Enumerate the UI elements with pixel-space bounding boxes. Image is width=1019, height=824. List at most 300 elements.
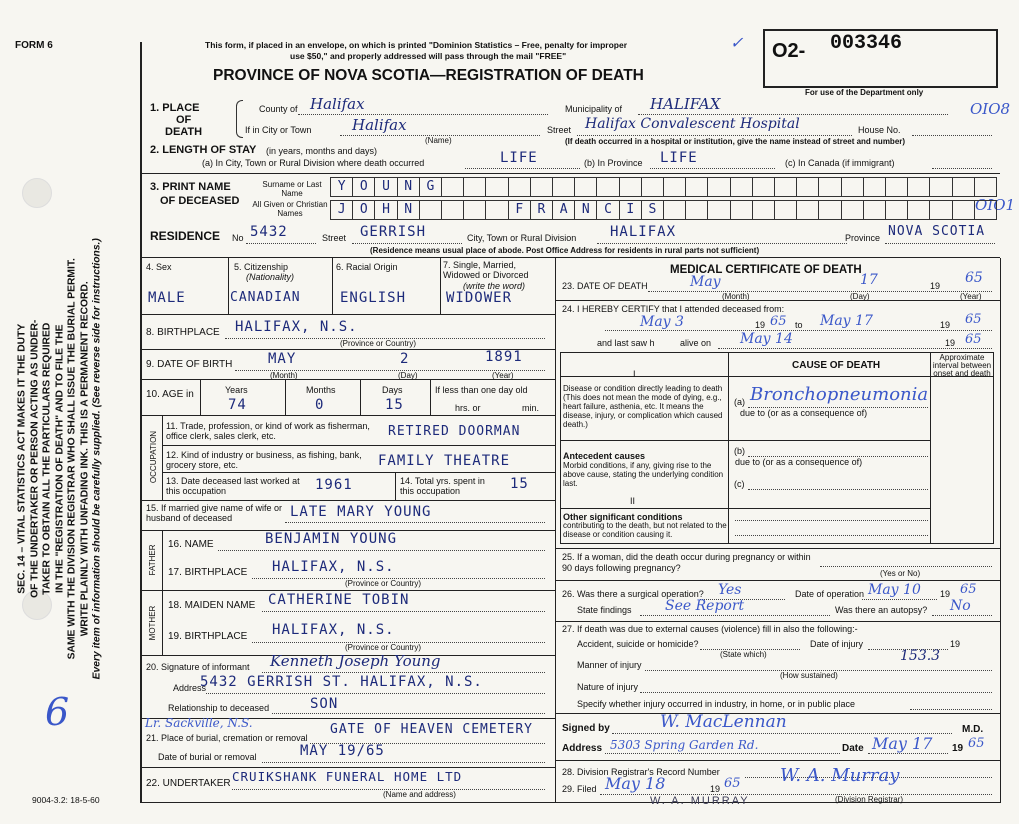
mother-maiden-line (262, 611, 545, 612)
blue-tick: ✓ (730, 33, 744, 52)
name-letter-box[interactable] (797, 178, 819, 196)
last-saw-year[interactable]: 65 (965, 332, 982, 347)
city-label: If in City or Town (245, 125, 312, 135)
injury-date-label: Date of injury (810, 639, 864, 649)
dob-day[interactable]: 2 (400, 351, 410, 367)
dob-month[interactable]: MAY (268, 351, 297, 367)
name-letter-box[interactable]: N (398, 178, 420, 196)
marital-value[interactable]: WIDOWER (446, 290, 513, 306)
rule-26 (555, 580, 1000, 581)
v-occ (162, 415, 163, 500)
stay-a-label: (a) In City, Town or Rural Division where death occurred (202, 158, 425, 168)
name-letter-box[interactable] (553, 178, 575, 196)
street-label: Street (547, 125, 572, 135)
informant-line (262, 672, 545, 673)
filed-label: 29. Filed (562, 784, 597, 794)
name-letter-box[interactable]: J (331, 201, 353, 219)
v-cause1 (728, 352, 729, 543)
v-mother (162, 590, 163, 655)
name-letter-box[interactable] (775, 201, 797, 219)
v-father (162, 530, 163, 590)
name-letter-box[interactable] (975, 178, 996, 196)
res-no-value[interactable]: 5432 (250, 224, 288, 240)
op-year[interactable]: 65 (960, 582, 977, 597)
burial-label: 21. Place of burial, cremation or removal (146, 733, 308, 743)
father-birth-value[interactable]: HALIFAX, N.S. (272, 559, 395, 575)
father-vertical: FATHER (148, 544, 157, 576)
burial-date-value[interactable]: MAY 19/65 (300, 743, 385, 759)
dob-day-caption: (Day) (398, 371, 418, 380)
stay-c-label: (c) In Canada (if immigrant) (785, 158, 895, 168)
res-city-label: City, Town or Rural Division (467, 233, 577, 243)
rule-cause-1 (560, 440, 930, 441)
place-brace (236, 100, 243, 138)
res-province-line (885, 243, 995, 244)
name-letter-box[interactable]: Y (331, 178, 353, 196)
side-line-7a: Every item of information should be carefully supplied. (91, 410, 103, 680)
surname-label: Surname or Last Name (262, 180, 322, 198)
roman-2: II (630, 496, 636, 506)
dod-year[interactable]: 65 (965, 270, 983, 286)
name-letter-box[interactable] (775, 178, 797, 196)
side-line-1: SEC. 14 – VITAL STATISTICS ACT MAKES IT THE DUTY (16, 323, 28, 594)
signed-value[interactable]: W. MacLennan (660, 712, 787, 732)
county-line (298, 114, 548, 115)
cause-c-label: (c) (734, 479, 745, 489)
place-label-1: 1. PLACE (150, 102, 200, 114)
last-worked-value[interactable]: 1961 (315, 477, 353, 493)
res-city-value[interactable]: HALIFAX (610, 224, 677, 240)
stay-b-line (650, 168, 775, 169)
other-line-1 (735, 520, 928, 521)
op-date-value[interactable]: May 10 (868, 582, 921, 598)
autopsy-label: Was there an autopsy? (835, 605, 928, 615)
age-days-value[interactable]: 15 (385, 397, 404, 413)
name-letter-box[interactable] (908, 178, 930, 196)
envelope-note-2: use $50," and properly addressed will pass through the mail "FREE" (290, 51, 567, 61)
father-name-line (218, 550, 545, 551)
medical-title: MEDICAL CERTIFICATE OF DEATH (670, 264, 862, 276)
name-letter-box[interactable]: O (353, 201, 375, 219)
md-address-label: Address (562, 743, 603, 754)
autopsy-line (932, 615, 992, 616)
industry-value[interactable]: FAMILY THEATRE (378, 453, 511, 469)
name-letter-box[interactable] (819, 201, 841, 219)
nature-line (640, 692, 992, 693)
attended-from[interactable]: May 3 (640, 314, 684, 330)
other-line-2 (735, 535, 928, 536)
name-letter-box[interactable]: S (642, 201, 664, 219)
county-value[interactable]: Halifax (310, 95, 365, 113)
burial-value[interactable]: GATE OF HEAVEN CEMETERY (330, 722, 534, 737)
name-letter-box[interactable] (486, 178, 508, 196)
mother-birth-value[interactable]: HALIFAX, N.S. (272, 622, 395, 638)
rule-12 (162, 472, 555, 473)
v-age3 (360, 380, 361, 415)
street-line (577, 135, 852, 136)
stay-b-value[interactable]: LIFE (660, 150, 698, 166)
name-letter-box[interactable] (686, 178, 708, 196)
mother-birth-caption: (Province or Country) (345, 643, 422, 652)
undertaker-value[interactable]: CRUIKSHANK FUNERAL HOME LTD (232, 769, 463, 784)
place-label-3: DEATH (165, 126, 203, 138)
name-letter-box[interactable] (486, 201, 508, 219)
municipality-label: Municipality of (565, 104, 623, 114)
to-19: 19 (940, 320, 951, 330)
rule-23 (555, 300, 1000, 301)
cause-c-line (748, 489, 928, 490)
county-label: County of (259, 104, 298, 114)
name-letter-box[interactable]: G (420, 178, 442, 196)
due-to-a: due to (or as a consequence of) (740, 408, 868, 418)
v-14 (395, 472, 396, 500)
res-province-label: Province (845, 233, 881, 243)
md-date-value[interactable]: May 17 (872, 734, 933, 753)
hospital-note: (If death occurred in a hospital or institution, give the name instead of street and number) (565, 137, 906, 146)
name-letter-box[interactable] (686, 201, 708, 219)
md-date-line (868, 753, 948, 754)
name-letter-box[interactable]: F (509, 201, 531, 219)
res-no-label: No (232, 233, 244, 243)
footer-code: 9004-3.2: 18-5-60 (32, 795, 100, 805)
registrar-signature[interactable]: W. A. Murray (780, 765, 900, 786)
age-less-label: If less than one day old (435, 385, 528, 395)
relationship-label: Relationship to deceased (168, 703, 270, 713)
disease-desc: Disease or condition directly leading to death (This does not mean the mode of dying, e.g., heart failure, asthenia, etc. It means the disease, injury, or complication which caused death.) (563, 384, 723, 429)
name-letter-box[interactable]: N (575, 201, 597, 219)
wife-value[interactable]: LATE MARY YOUNG (290, 504, 432, 520)
dod-line (648, 291, 992, 292)
v-sex (228, 258, 229, 314)
v-race (440, 258, 441, 314)
manner-label: Manner of injury (577, 660, 642, 670)
last-saw-value[interactable]: May 14 (740, 331, 793, 347)
cause-a-value[interactable]: Bronchopneumonia (750, 384, 929, 405)
rule-7 (140, 314, 555, 315)
to-label: to (795, 320, 803, 330)
name-letter-box[interactable]: H (375, 201, 397, 219)
state-which-caption: (State which) (720, 650, 767, 659)
md-year[interactable]: 65 (968, 736, 985, 751)
age-months-value[interactable]: 0 (315, 397, 325, 413)
name-letter-box[interactable] (819, 178, 841, 196)
name-letter-box[interactable] (575, 178, 597, 196)
relationship-line (272, 713, 545, 714)
filed-19: 19 (710, 784, 721, 794)
stay-label: 2. LENGTH OF STAY (150, 144, 257, 156)
name-letter-box[interactable] (953, 201, 975, 219)
given-label: All Given or Christian Names (252, 200, 328, 218)
name-letter-box[interactable] (753, 178, 775, 196)
name-letter-box[interactable]: I (620, 201, 642, 219)
rule-10 (140, 415, 555, 416)
res-street-value[interactable]: GERRISH (360, 224, 427, 240)
woman-label: 25. If a woman, did the death occur during pregnancy or within 90 days following pregnancy? (562, 552, 811, 573)
yes-no-caption: (Yes or No) (880, 569, 921, 578)
dod-month[interactable]: May (690, 274, 721, 290)
occupation-vertical: OCCUPATION (149, 430, 158, 484)
v-age1 (200, 380, 201, 415)
dod-day[interactable]: 17 (860, 272, 878, 288)
rule-27 (555, 621, 1000, 622)
md-address-value[interactable]: 5303 Spring Garden Rd. (610, 738, 759, 752)
envelope-note-1: This form, if placed in an envelope, on which is printed "Dominion Statistics – Free, penalty for improper (205, 40, 628, 50)
informant-value[interactable]: Kenneth Joseph Young (270, 652, 441, 670)
name-letter-box[interactable] (864, 201, 886, 219)
name-letter-box[interactable]: N (398, 201, 420, 219)
margin-initials-2: OIO1 (975, 196, 1016, 214)
accident-label: Accident, suicide or homicide? (577, 639, 699, 649)
side-line-3: TAKER TO OBTAIN ALL THE PARTICULARS REQUIRED (41, 322, 53, 595)
surname-boxes[interactable] (330, 177, 997, 197)
birthplace-caption: (Province or Country) (340, 339, 417, 348)
mother-vertical: MOTHER (148, 605, 157, 641)
rule-14 (140, 500, 555, 501)
cause-title: CAUSE OF DEATH (792, 360, 881, 371)
filed-value[interactable]: May 18 (605, 774, 666, 793)
birthplace-label: 8. BIRTHPLACE (146, 327, 220, 338)
side-line-5: SAME WITH THE DIVISION REGISTRAR WHO SHALL ISSUE THE BURIAL PERMIT. (66, 258, 78, 660)
name-letter-box[interactable] (531, 178, 553, 196)
name-letter-box[interactable] (597, 178, 619, 196)
age-months-label: Months (306, 385, 336, 395)
age-label: 10. AGE in (146, 389, 194, 400)
sex-label: 4. Sex (146, 262, 172, 272)
nature-label: Nature of injury (577, 682, 639, 692)
wife-line (285, 522, 545, 523)
other-sig-label: Other significant conditions (563, 512, 683, 522)
margin-mark: 6 (45, 690, 70, 734)
rule-4 (140, 257, 1000, 258)
nationality-label: (Nationality) (246, 272, 295, 282)
md-address-line (605, 753, 840, 754)
undertaker-caption: (Name and address) (383, 790, 456, 799)
print-name-2: OF DECEASED (160, 195, 240, 207)
op-date-line (862, 599, 937, 600)
name-letter-box[interactable] (930, 201, 952, 219)
name-letter-box[interactable] (797, 201, 819, 219)
citizenship-value[interactable]: CANADIAN (230, 290, 301, 305)
side-line-4: IN THE "REGISTRATION OF DEATH" AND TO FILE THE (53, 324, 65, 594)
name-letter-box[interactable] (664, 201, 686, 219)
dod-month-caption: (Month) (722, 292, 750, 301)
signed-label: Signed by (562, 723, 610, 734)
attended-to[interactable]: May 17 (820, 313, 873, 329)
res-city-line (597, 243, 847, 244)
trade-value[interactable]: RETIRED DOORMAN (388, 424, 521, 439)
name-letter-box[interactable] (886, 201, 908, 219)
res-street-line (352, 243, 462, 244)
form-number: FORM 6 (15, 40, 53, 51)
given-boxes[interactable] (330, 200, 997, 220)
md-label: M.D. (962, 724, 984, 735)
rule-father (140, 590, 555, 591)
name-letter-box[interactable] (886, 178, 908, 196)
marital-label: 7. Single, Married, Widowed or Divorced (443, 260, 529, 280)
roman-1: I (633, 369, 636, 379)
stay-units: (in years, months and days) (266, 146, 378, 156)
antecedent-desc: Morbid conditions, if any, giving rise to the above cause, stating the underlying condition last. (563, 461, 724, 488)
city-name-caption: (Name) (425, 136, 452, 145)
burial-date-label: Date of burial or removal (158, 752, 257, 762)
name-letter-box[interactable] (620, 178, 642, 196)
v-cit (332, 258, 333, 314)
city-value[interactable]: Halifax (352, 116, 407, 134)
manner-value[interactable]: 153.3 (900, 648, 941, 664)
name-letter-box[interactable] (509, 178, 531, 196)
to-year[interactable]: 65 (965, 312, 982, 327)
res-province-value[interactable]: NOVA SCOTIA (888, 224, 986, 239)
md-date-label: Date (842, 743, 864, 754)
citizenship-label: 5. Citizenship (234, 262, 289, 272)
name-letter-box[interactable]: O (353, 178, 375, 196)
dod-19: 19 (930, 281, 941, 291)
name-letter-box[interactable] (842, 178, 864, 196)
autopsy-value[interactable]: No (950, 598, 971, 614)
age-years-label: Years (225, 385, 248, 395)
name-letter-box[interactable] (464, 201, 486, 219)
rule-cause-2 (560, 508, 930, 509)
name-letter-box[interactable] (464, 178, 486, 196)
dod-label: 23. DATE OF DEATH (562, 281, 648, 291)
findings-line (640, 615, 830, 616)
form-left-border (140, 42, 142, 802)
name-letter-box[interactable] (420, 201, 442, 219)
cause-b-label: (b) (734, 446, 745, 456)
street-value[interactable]: Halifax Convalescent Hospital (585, 116, 800, 132)
surgical-label: 26. Was there a surgical operation? (562, 589, 704, 599)
other-sig-desc: contributing to the death, but not related to the disease or condition causing it. (563, 521, 727, 539)
registration-prefix: O2- (772, 40, 806, 62)
findings-label: State findings (577, 605, 632, 615)
total-yrs-value[interactable]: 15 (510, 476, 529, 492)
from-19: 19 (755, 320, 766, 330)
inf-address-line (206, 693, 545, 694)
name-letter-box[interactable] (842, 201, 864, 219)
external-label: 27. If death was due to external causes (violence) fill in also the following:- (562, 624, 858, 634)
due-to-b: due to (or as a consequence of) (735, 457, 863, 467)
surgical-value[interactable]: Yes (718, 582, 742, 598)
cert-year[interactable]: 65 (770, 314, 787, 329)
last-saw-label: and last saw h (597, 338, 655, 348)
filed-year[interactable]: 65 (724, 776, 741, 791)
burial-left-value[interactable]: Lr. Sackville, N.S. (145, 716, 253, 730)
name-letter-box[interactable] (864, 178, 886, 196)
name-letter-box[interactable] (753, 201, 775, 219)
age-years-value[interactable]: 74 (228, 397, 247, 413)
racial-label: 6. Racial Origin (336, 262, 398, 272)
how-sustained-caption: (How sustained) (780, 671, 838, 680)
print-name-1: 3. PRINT NAME (150, 181, 231, 193)
woman-line (820, 566, 992, 567)
write-word-label: (write the word) (463, 281, 526, 291)
name-letter-box[interactable] (664, 178, 686, 196)
dod-day-caption: (Day) (850, 292, 870, 301)
injury-19: 19 (950, 639, 961, 649)
rule-11 (162, 445, 555, 446)
last-worked-label: 13. Date deceased last worked at this occupation (166, 476, 300, 496)
inf-address-label: Address (173, 683, 207, 693)
side-line-6: WRITE PLAINLY WITH UNFADING INK. THIS IS A PERMANENT RECORD. (78, 281, 90, 637)
name-letter-box[interactable] (442, 178, 464, 196)
municipality-value[interactable]: HALIFAX (650, 95, 721, 113)
div-registrar-caption: (Division Registrar) (835, 795, 904, 804)
side-line-8: (See reverse side for instructions.) (91, 238, 103, 408)
name-letter-box[interactable] (953, 178, 975, 196)
stay-a-value[interactable]: LIFE (500, 150, 538, 166)
v-cause2 (930, 352, 931, 543)
dod-year-caption: (Year) (960, 292, 982, 301)
name-letter-box[interactable]: R (531, 201, 553, 219)
v-age4 (430, 380, 431, 415)
municipality-line (638, 114, 948, 115)
name-letter-box[interactable] (975, 201, 996, 219)
name-letter-box[interactable] (642, 178, 664, 196)
relationship-value[interactable]: SON (310, 696, 339, 712)
op-date-label: Date of operation (795, 589, 865, 599)
res-street-label: Street (322, 233, 347, 243)
wife-label: 15. If married give name of wife or husband of deceased (146, 503, 283, 523)
name-letter-box[interactable] (731, 201, 753, 219)
name-letter-box[interactable] (708, 178, 730, 196)
name-letter-box[interactable]: C (597, 201, 619, 219)
undertaker-label: 22. UNDERTAKER (146, 778, 231, 789)
antecedent-label: Antecedent causes (563, 451, 646, 461)
side-instructions (16, 179, 104, 739)
stay-c-line (932, 168, 992, 169)
dept-note: For use of the Department only (805, 88, 924, 97)
rule-21 (140, 767, 555, 768)
op-19: 19 (940, 589, 951, 599)
name-letter-box[interactable]: U (375, 178, 397, 196)
birthplace-value[interactable]: HALIFAX, N.S. (235, 319, 358, 335)
hrs-label: hrs. or (455, 403, 481, 413)
name-letter-box[interactable] (708, 201, 730, 219)
sex-value[interactable]: MALE (148, 290, 186, 306)
dob-year-caption: (Year) (492, 371, 514, 380)
side-line-7 (91, 179, 104, 739)
age-days-label: Days (382, 385, 403, 395)
name-letter-box[interactable]: A (553, 201, 575, 219)
mother-maiden-value[interactable]: CATHERINE TOBIN (268, 592, 410, 608)
house-line (912, 135, 992, 136)
specify-label: Specify whether injury occurred in industry, in home, or in public place (577, 699, 855, 709)
father-name-label: 16. NAME (168, 539, 214, 550)
house-label: House No. (858, 125, 901, 135)
name-letter-box[interactable] (731, 178, 753, 196)
dob-year[interactable]: 1891 (485, 349, 523, 365)
name-letter-box[interactable] (908, 201, 930, 219)
v-age2 (285, 380, 286, 415)
rule-3 (140, 173, 1000, 174)
margin-initials: OIO8 (970, 100, 1011, 118)
findings-value[interactable]: See Report (665, 598, 745, 614)
racial-value[interactable]: ENGLISH (340, 290, 407, 306)
specify-line (910, 709, 992, 710)
side-line-2: OF THE UNDERTAKER OR PERSON ACTING AS UNDER- (28, 319, 40, 598)
father-name-value[interactable]: BENJAMIN YOUNG (265, 531, 398, 547)
mother-birth-label: 19. BIRTHPLACE (168, 631, 248, 642)
rule-cause-head (560, 376, 993, 377)
name-letter-box[interactable] (930, 178, 952, 196)
form-title: PROVINCE OF NOVA SCOTIA—REGISTRATION OF DEATH (213, 67, 644, 84)
burial-date-line (262, 762, 545, 763)
res-no-line (246, 243, 316, 244)
father-birth-label: 17. BIRTHPLACE (168, 567, 248, 578)
column-divider (555, 258, 556, 803)
name-letter-box[interactable] (442, 201, 464, 219)
inf-address-value[interactable]: 5432 GERRISH ST. HALIFAX, N.S. (200, 674, 483, 690)
